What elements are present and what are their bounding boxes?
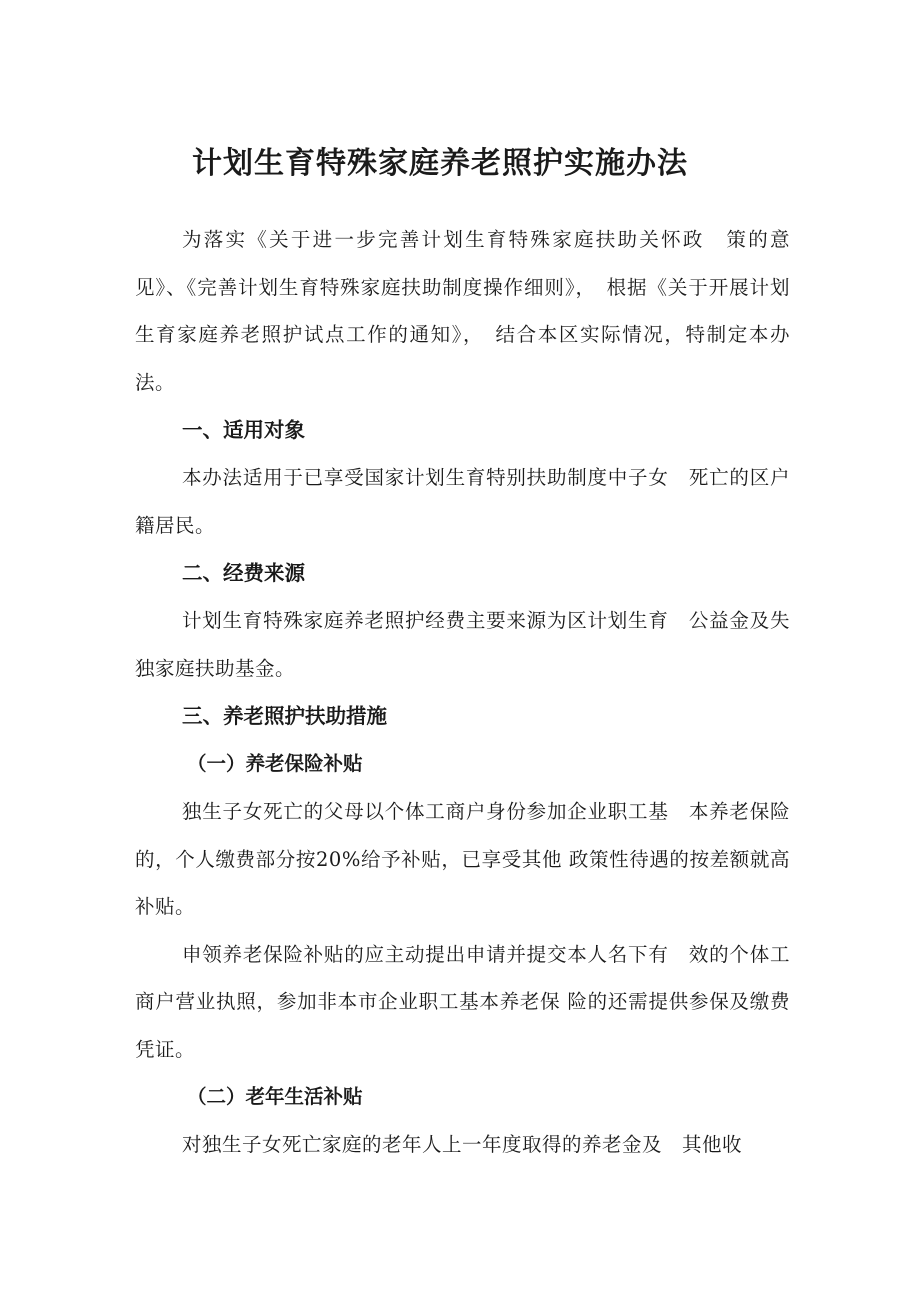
living-subsidy-paragraph-1: 对独生子女死亡家庭的老年人上一年度取得的养老金及 其他收 — [182, 1133, 743, 1156]
section-applicable-objects-text: 本办法适用于已享受国家计划生育特别扶助制度中子女 死亡的区户籍居民。 — [135, 466, 790, 537]
pension-subsidy-paragraph-2: 申领养老保险补贴的应主动提出申请并提交本人名下有 效的个体工商户营业执照，参加非本市企业职工基本养老保 险的还需提供参保及缴费凭证。 — [135, 942, 790, 1061]
intro-paragraph: 为落实《关于进一步完善计划生育特殊家庭扶助关怀政 策的意见》、《完善计划生育特殊家庭扶助制度操作细则》， 根据《关于开展计划生育家庭养老照护试点工作的通知》， 结合本区实际情况，特制定本办法。 — [135, 228, 790, 394]
section-heading-funding-source: 二、经费来源 — [182, 561, 305, 585]
document-body — [135, 216, 790, 1169]
section-heading-applicable-objects: 一、适用对象 — [182, 418, 305, 442]
document-title: 计划生育特殊家庭养老照护实施办法 — [192, 146, 688, 181]
subsection-heading-living-subsidy: （二）老年生活补贴 — [187, 1085, 363, 1108]
pension-subsidy-paragraph-1: 独生子女死亡的父母以个体工商户身份参加企业职工基 本养老保险的，个人缴费部分按20%给予补贴，已享受其他 政策性待遇的按差额就高补贴。 — [135, 800, 790, 918]
section-heading-care-measures: 三、养老照护扶助措施 — [182, 704, 387, 728]
subsection-heading-pension-subsidy: （一）养老保险补贴 — [187, 752, 363, 775]
section-funding-source-text: 计划生育特殊家庭养老照护经费主要来源为区计划生育 公益金及失独家庭扶助基金。 — [135, 609, 790, 680]
